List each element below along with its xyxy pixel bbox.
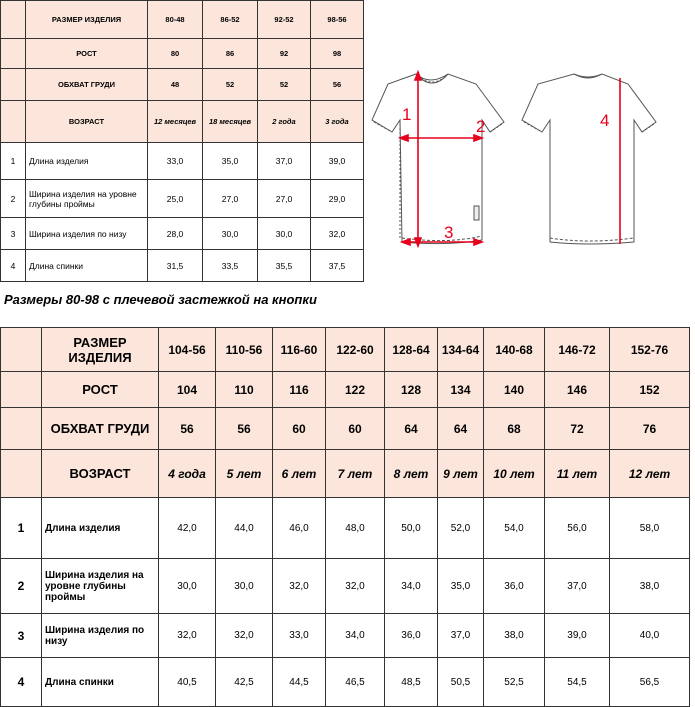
size-cell: 110-56 bbox=[216, 328, 273, 372]
value-cell: 42,0 bbox=[159, 498, 216, 559]
chest-cell: 52 bbox=[203, 69, 258, 101]
value-cell: 37,0 bbox=[438, 614, 484, 658]
size-cell: 104-56 bbox=[159, 328, 216, 372]
size-cell: 80-48 bbox=[148, 1, 203, 39]
measure-row bbox=[1, 614, 690, 658]
value-cell: 37,0 bbox=[258, 143, 311, 180]
size-label: РАЗМЕР ИЗДЕЛИЯ bbox=[42, 328, 159, 372]
tshirt-measurement-diagram bbox=[366, 62, 691, 254]
size-cell: 86-52 bbox=[203, 1, 258, 39]
measure-row bbox=[1, 218, 364, 250]
measure-label: Ширина изделия на уровне глубины проймы bbox=[26, 180, 148, 218]
height-label: РОСТ bbox=[26, 39, 148, 69]
row-number: 1 bbox=[1, 143, 26, 180]
arrow-icon bbox=[415, 238, 421, 246]
height-cell: 128 bbox=[385, 372, 438, 408]
value-cell: 40,5 bbox=[159, 658, 216, 707]
height-cell: 122 bbox=[326, 372, 385, 408]
height-cell: 152 bbox=[610, 372, 690, 408]
age-cell: 11 лет bbox=[545, 450, 610, 498]
chest-label: ОБХВАТ ГРУДИ bbox=[26, 69, 148, 101]
row-number: 4 bbox=[1, 250, 26, 282]
measure-label: Ширина изделия по низу bbox=[42, 614, 159, 658]
size-cell: 116-60 bbox=[273, 328, 326, 372]
chest-cell: 56 bbox=[159, 408, 216, 450]
height-cell: 80 bbox=[148, 39, 203, 69]
value-cell: 33,0 bbox=[273, 614, 326, 658]
value-cell: 52,5 bbox=[484, 658, 545, 707]
value-cell: 30,0 bbox=[216, 559, 273, 614]
value-cell: 56,0 bbox=[545, 498, 610, 559]
corner-cell bbox=[1, 1, 26, 39]
chest-cell: 76 bbox=[610, 408, 690, 450]
value-cell: 50,5 bbox=[438, 658, 484, 707]
height-cell: 140 bbox=[484, 372, 545, 408]
chest-label: ОБХВАТ ГРУДИ bbox=[42, 408, 159, 450]
caption: Размеры 80-98 с плечевой застежкой на кнопки bbox=[4, 292, 317, 307]
age-cell: 6 лет bbox=[273, 450, 326, 498]
size-row bbox=[1, 1, 364, 39]
value-cell: 34,0 bbox=[326, 614, 385, 658]
age-row bbox=[1, 101, 364, 143]
value-cell: 35,0 bbox=[438, 559, 484, 614]
value-cell: 38,0 bbox=[484, 614, 545, 658]
size-cell: 134-64 bbox=[438, 328, 484, 372]
value-cell: 32,0 bbox=[216, 614, 273, 658]
row-number: 3 bbox=[1, 614, 42, 658]
value-cell: 42,5 bbox=[216, 658, 273, 707]
value-cell: 44,5 bbox=[273, 658, 326, 707]
height-row bbox=[1, 39, 364, 69]
value-cell: 29,0 bbox=[311, 180, 364, 218]
size-cell: 92-52 bbox=[258, 1, 311, 39]
age-cell: 5 лет bbox=[216, 450, 273, 498]
chest-cell: 52 bbox=[258, 69, 311, 101]
height-cell: 116 bbox=[273, 372, 326, 408]
chest-cell: 64 bbox=[438, 408, 484, 450]
corner-cell bbox=[1, 328, 42, 372]
age-cell: 3 года bbox=[311, 101, 364, 143]
value-cell: 30,0 bbox=[203, 218, 258, 250]
age-cell: 8 лет bbox=[385, 450, 438, 498]
value-cell: 34,0 bbox=[385, 559, 438, 614]
size-row bbox=[1, 328, 690, 372]
measure-row bbox=[1, 559, 690, 614]
value-cell: 30,0 bbox=[159, 559, 216, 614]
value-cell: 37,5 bbox=[311, 250, 364, 282]
arrow-icon bbox=[415, 72, 421, 80]
corner-cell bbox=[1, 69, 26, 101]
value-cell: 52,0 bbox=[438, 498, 484, 559]
value-cell: 54,0 bbox=[484, 498, 545, 559]
corner-cell bbox=[1, 39, 26, 69]
corner-cell bbox=[1, 372, 42, 408]
measure-label: Длина изделия bbox=[26, 143, 148, 180]
chest-cell: 48 bbox=[148, 69, 203, 101]
age-cell: 2 года bbox=[258, 101, 311, 143]
size-cell: 140-68 bbox=[484, 328, 545, 372]
size-cell: 98-56 bbox=[311, 1, 364, 39]
tshirt-back bbox=[522, 74, 656, 244]
age-label: ВОЗРАСТ bbox=[26, 101, 148, 143]
age-cell: 12 лет bbox=[610, 450, 690, 498]
chest-cell: 60 bbox=[326, 408, 385, 450]
size-table-small bbox=[0, 0, 364, 282]
age-cell: 12 месяцев bbox=[148, 101, 203, 143]
value-cell: 36,0 bbox=[484, 559, 545, 614]
size-label: РАЗМЕР ИЗДЕЛИЯ bbox=[26, 1, 148, 39]
chest-cell: 72 bbox=[545, 408, 610, 450]
marker-4: 4 bbox=[600, 111, 610, 130]
value-cell: 54,5 bbox=[545, 658, 610, 707]
value-cell: 32,0 bbox=[273, 559, 326, 614]
height-label: РОСТ bbox=[42, 372, 159, 408]
value-cell: 27,0 bbox=[203, 180, 258, 218]
value-cell: 27,0 bbox=[258, 180, 311, 218]
size-cell: 152-76 bbox=[610, 328, 690, 372]
chest-row bbox=[1, 408, 690, 450]
age-cell: 10 лет bbox=[484, 450, 545, 498]
value-cell: 36,0 bbox=[385, 614, 438, 658]
measure-label: Длина спинки bbox=[42, 658, 159, 707]
chest-cell: 68 bbox=[484, 408, 545, 450]
value-cell: 39,0 bbox=[311, 143, 364, 180]
chest-cell: 64 bbox=[385, 408, 438, 450]
row-number: 2 bbox=[1, 559, 42, 614]
marker-1: 1 bbox=[402, 105, 412, 124]
age-label: ВОЗРАСТ bbox=[42, 450, 159, 498]
age-cell: 18 месяцев bbox=[203, 101, 258, 143]
tshirt-front bbox=[372, 74, 504, 244]
age-cell: 9 лет bbox=[438, 450, 484, 498]
value-cell: 37,0 bbox=[545, 559, 610, 614]
chest-cell: 60 bbox=[273, 408, 326, 450]
measure-row bbox=[1, 250, 364, 282]
height-cell: 98 bbox=[311, 39, 364, 69]
height-cell: 104 bbox=[159, 372, 216, 408]
row-number: 3 bbox=[1, 218, 26, 250]
value-cell: 46,0 bbox=[273, 498, 326, 559]
corner-cell bbox=[1, 450, 42, 498]
value-cell: 31,5 bbox=[148, 250, 203, 282]
size-cell: 146-72 bbox=[545, 328, 610, 372]
measure-row bbox=[1, 180, 364, 218]
size-cell: 122-60 bbox=[326, 328, 385, 372]
measure-row bbox=[1, 658, 690, 707]
value-cell: 35,0 bbox=[203, 143, 258, 180]
height-cell: 146 bbox=[545, 372, 610, 408]
value-cell: 40,0 bbox=[610, 614, 690, 658]
marker-2: 2 bbox=[476, 117, 486, 136]
size-cell: 128-64 bbox=[385, 328, 438, 372]
marker-3: 3 bbox=[444, 223, 454, 242]
chest-row bbox=[1, 69, 364, 101]
height-cell: 92 bbox=[258, 39, 311, 69]
measure-row bbox=[1, 143, 364, 180]
value-cell: 32,0 bbox=[159, 614, 216, 658]
size-table-large bbox=[0, 327, 690, 707]
value-cell: 38,0 bbox=[610, 559, 690, 614]
height-cell: 110 bbox=[216, 372, 273, 408]
value-cell: 56,5 bbox=[610, 658, 690, 707]
height-row bbox=[1, 372, 690, 408]
value-cell: 32,0 bbox=[311, 218, 364, 250]
value-cell: 44,0 bbox=[216, 498, 273, 559]
value-cell: 32,0 bbox=[326, 559, 385, 614]
value-cell: 25,0 bbox=[148, 180, 203, 218]
chest-cell: 56 bbox=[216, 408, 273, 450]
height-cell: 86 bbox=[203, 39, 258, 69]
value-cell: 50,0 bbox=[385, 498, 438, 559]
age-cell: 4 года bbox=[159, 450, 216, 498]
value-cell: 35,5 bbox=[258, 250, 311, 282]
corner-cell bbox=[1, 101, 26, 143]
value-cell: 48,5 bbox=[385, 658, 438, 707]
value-cell: 46,5 bbox=[326, 658, 385, 707]
measure-label: Длина спинки bbox=[26, 250, 148, 282]
value-cell: 28,0 bbox=[148, 218, 203, 250]
row-number: 1 bbox=[1, 498, 42, 559]
height-cell: 134 bbox=[438, 372, 484, 408]
value-cell: 48,0 bbox=[326, 498, 385, 559]
chest-cell: 56 bbox=[311, 69, 364, 101]
age-cell: 7 лет bbox=[326, 450, 385, 498]
value-cell: 33,0 bbox=[148, 143, 203, 180]
corner-cell bbox=[1, 408, 42, 450]
value-cell: 33,5 bbox=[203, 250, 258, 282]
age-row bbox=[1, 450, 690, 498]
value-cell: 30,0 bbox=[258, 218, 311, 250]
row-number: 4 bbox=[1, 658, 42, 707]
measure-label: Ширина изделия на уровне глубины проймы bbox=[42, 559, 159, 614]
measure-row bbox=[1, 498, 690, 559]
row-number: 2 bbox=[1, 180, 26, 218]
value-cell: 39,0 bbox=[545, 614, 610, 658]
measure-label: Ширина изделия по низу bbox=[26, 218, 148, 250]
measure-label: Длина изделия bbox=[42, 498, 159, 559]
value-cell: 58,0 bbox=[610, 498, 690, 559]
